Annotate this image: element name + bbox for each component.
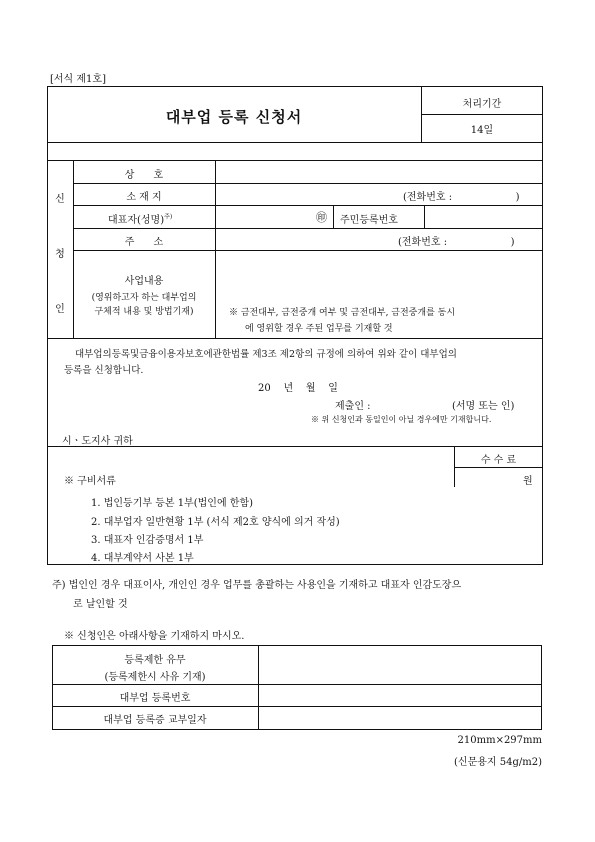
processing-period-value: 14일 xyxy=(470,125,494,136)
submitter-note: ※ 위 신청인과 동일인이 아닐 경우에만 기재합니다. xyxy=(311,415,492,424)
declaration-line2: 등록을 신청합니다. xyxy=(64,365,144,376)
phone-label-1: (전화번호 : ) xyxy=(403,192,520,203)
footnote-line1: 주) 법인인 경우 대표이사, 개인인 경우 업무를 총괄하는 사용인을 기재하고 대표자 인감도장으 xyxy=(52,580,462,591)
business-note-line1: ※ 금전대부, 금전중개 여부 및 금전대부, 금전중개를 동시 xyxy=(229,308,456,318)
trade-name-field[interactable] xyxy=(217,162,541,181)
resident-number-label: 주민등록번호 xyxy=(340,215,398,226)
business-content-label: 사업내용 xyxy=(124,276,164,287)
page-title: 대부업 등록 신청서 xyxy=(165,108,303,126)
business-note-line2: 에 영위할 경우 주된 업무를 기재할 것 xyxy=(245,324,393,334)
resident-number-field[interactable] xyxy=(426,207,541,226)
documents-heading: ※ 구비서류 xyxy=(64,476,116,487)
fee-unit: 원 xyxy=(523,476,533,487)
certificate-issue-date-label: 대부업 등록증 교부일자 xyxy=(103,715,207,726)
document-item: 1. 법인등기부 등본 1부(법인에 한함) xyxy=(91,498,254,509)
processing-period-label: 처리기간 xyxy=(462,99,502,110)
applicant-side-char-3: 인 xyxy=(55,304,65,315)
office-use-notice: ※ 신청인은 아래사항을 기재하지 마시오. xyxy=(64,631,245,642)
trade-name-label: 상 호 xyxy=(124,170,164,181)
phone-label-2: (전화번호 : ) xyxy=(398,237,515,248)
signature-label: (서명 또는 인) xyxy=(452,401,515,412)
registration-limit-label: 등록제한 유무 xyxy=(124,655,186,666)
address-field[interactable] xyxy=(217,230,392,248)
applicant-side-char-2: 청 xyxy=(55,249,65,260)
paper-size: 210mm×297mm xyxy=(457,735,542,746)
application-date: 20 년 월 일 xyxy=(258,383,338,394)
business-content-sub1: (영위하고자 하는 대부업의 xyxy=(91,293,197,303)
fee-field[interactable] xyxy=(456,469,526,485)
paper-type: (신문용지 54g/m2) xyxy=(454,757,542,768)
form-number: [서식 제1호] xyxy=(50,74,106,85)
registration-number-label: 대부업 등록번호 xyxy=(119,693,191,704)
footnote-line2: 로 날인할 것 xyxy=(73,599,128,610)
fee-label: 수 수 료 xyxy=(480,455,517,466)
registration-limit-sub: (등록제한시 사유 기재) xyxy=(104,672,206,683)
address-label: 주 소 xyxy=(124,237,164,248)
seal-icon: ㊞ xyxy=(316,211,327,224)
document-item: 3. 대표자 인감증명서 1부 xyxy=(91,535,204,546)
document-item: 4. 대부계약서 사본 1부 xyxy=(91,553,194,564)
addressee: 시ㆍ도지사 귀하 xyxy=(62,436,133,447)
representative-field[interactable] xyxy=(217,207,313,226)
location-label: 소 재 지 xyxy=(126,192,162,203)
representative-label: 대표자(성명)$^{주)}$ xyxy=(108,213,173,226)
applicant-side-char-1: 신 xyxy=(55,194,65,205)
document-item: 2. 대부업자 일반현황 1부 (서식 제2호 양식에 의거 작성) xyxy=(91,517,340,528)
submitter-field[interactable] xyxy=(375,394,445,408)
submitter-label: 제출인 : xyxy=(335,401,371,412)
business-content-field[interactable] xyxy=(217,252,541,302)
business-content-sub2: 구체적 내용 및 방법기재) xyxy=(94,307,194,317)
declaration-line1: 대부업의등록및금융이용자보호에관한법률 제3조 제2항의 규정에 의하여 위와 같이 대부업의 xyxy=(75,349,457,360)
location-field[interactable] xyxy=(217,185,397,203)
